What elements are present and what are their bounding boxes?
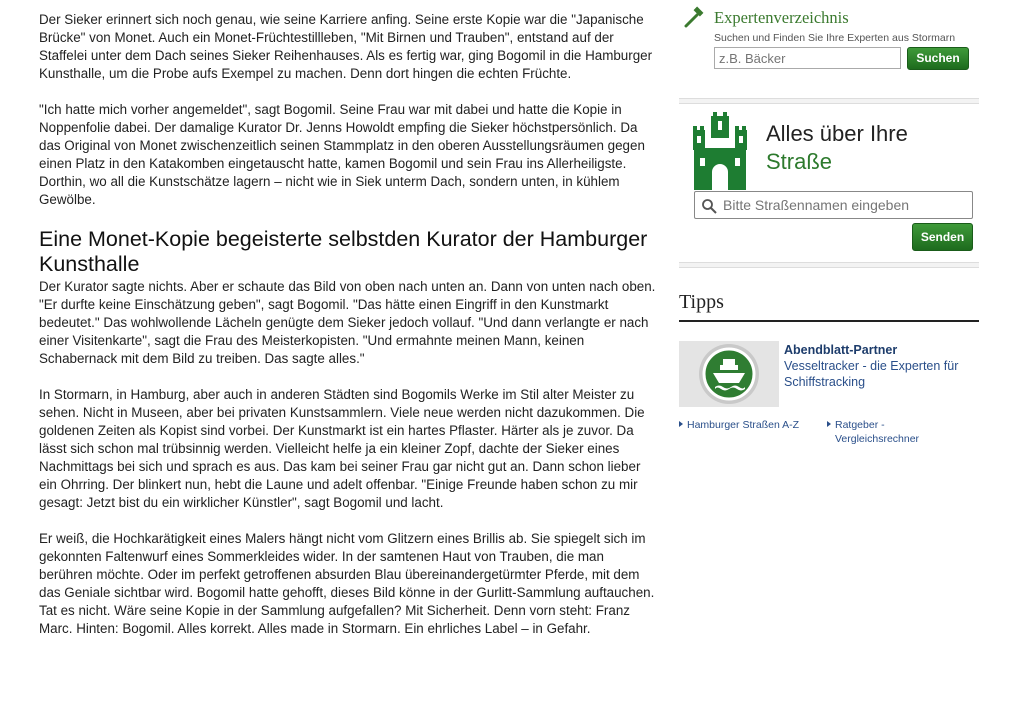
street-search-input[interactable] xyxy=(721,195,966,215)
search-icon xyxy=(701,198,717,214)
article-paragraph-5: Er weiß, die Hochkarätigkeit eines Malers hängt nicht vom Glitzern eines Brillis ab. Sie spiegelt sich im gekonnten Faltenwurf eines Sommerkleides wider. In der samtenen Haut von Trauben, die man berühren möchte. Oder im perfekt getroffenen absurden Blau übereinandergetürmter Pferde, mit dem das Geniale sichtbar wird. Bogomil hatte gehofft, dieses Bild könne in der Gurlitt-Sammlung auftauchen. Tat es nicht. Wäre seine Kopie in der Sammlung aufgefallen? Mit Sicherheit. Denn vorn steht: Franz Marc. Hinten: Bogomil. Alles korrekt. Alles made in Stormarn. Ein ehrliches Label – in Gefahr. xyxy=(39,531,655,636)
tipps-heading: Tipps xyxy=(679,290,979,322)
link-ratgeber[interactable]: Ratgeber - Vergleichsrechner xyxy=(827,418,937,446)
expert-search-input[interactable] xyxy=(714,47,901,69)
divider xyxy=(679,262,979,268)
divider xyxy=(679,98,979,104)
partner-image[interactable] xyxy=(679,341,779,407)
article-paragraph-1: Der Sieker erinnert sich noch genau, wie seine Karriere anfing. Seine erste Kopie war die "Japanische Brücke" von Monet. Auch ein Monet-Früchtestillleben, "Mit Birnen und Trauben", entstand auf der Staffelei unter dem Dach seines Sieker Reihenhauses. Als es fertig war, ging Bogomil in die Hamburger Kunsthalle, um die Probe aufs Exempel zu machen. Denn dort hingen die echten Früchte. xyxy=(39,12,653,81)
link-hamburger-strassen[interactable]: Hamburger Straßen A-Z xyxy=(679,418,819,432)
street-search-widget xyxy=(679,106,979,256)
castle-icon xyxy=(693,112,747,190)
expert-directory-subtitle: Suchen und Finden Sie Ihre Experten aus Stormarn xyxy=(714,32,956,44)
partner-link[interactable]: Vesseltracker - die Experten für Schiffstracking xyxy=(784,359,959,389)
article-subheading: Eine Monet-Kopie begeisterte selbstden Kurator der Hamburger Kunsthalle xyxy=(39,227,648,276)
hammer-icon xyxy=(683,6,705,28)
street-title-line2: Straße xyxy=(766,149,833,174)
partner-title[interactable]: Abendblatt-Partner xyxy=(784,343,898,357)
partner-teaser xyxy=(784,342,979,390)
ship-icon xyxy=(679,341,779,407)
street-send-button[interactable]: Senden xyxy=(912,223,973,251)
article-paragraph-2: "Ich hatte mich vorher angemeldet", sagt Bogomil. Seine Frau war mit dabei und hatte die Kopie in Noppenfolie dabei. Der damalige Kurator Dr. Jenns Howoldt empfing die Sieker höchstpersönlich. Da das Original von Monet zwischenzeitlich seinen Stammplatz in den oberen Ausstellungsräumen gegen einen Platz in den Katakomben eingetauscht hatte, kamen Bogomil und sein Frau ins Allerheiligste. Dorthin, wo all die Kunstschätze lagern – nicht wie in Siek unterm Dach, sondern unten, in kühlem Gewölbe. xyxy=(39,102,645,207)
sidebar xyxy=(679,0,979,445)
street-search-field[interactable] xyxy=(694,191,973,219)
article-paragraph-4: In Stormarn, in Hamburg, aber auch in anderen Städten sind Bogomils Werke im Stil alter Meister zu sehen. Nicht in Museen, aber bei privaten Kunstsammlern. Viele neue werden nicht dazukommen. Die goldenen Zeiten als Kopist sind vorbei. Der Kunstmarkt ist ein hartes Pflaster. Härter als je zuvor. Da lässt sich schon mal trübsinnig werden. Vielleicht helfe ja ein kleiner Zopf, dachte der Sieker eines Nachmittags bei sich und sprach es aus. Das kam bei seiner Frau gar nicht gut an. Dann schon lieber ein Ohrring. Der blinkert nun, hebt die Laune und adelt offenbar. "Einige Freunde haben schon zu mir gesagt: Jetzt bist du ein wirklicher Künstler", sagt Bogomil und lacht. xyxy=(39,387,645,510)
expert-search-button[interactable]: Suchen xyxy=(907,47,969,70)
street-widget-title xyxy=(766,120,908,176)
expert-directory-title[interactable]: Expertenverzeichnis xyxy=(714,8,849,27)
expert-directory-widget xyxy=(679,0,979,100)
article-body xyxy=(39,11,661,656)
article-paragraph-3: Der Kurator sagte nichts. Aber er schaute das Bild von oben nach unten an. Dann von unten nach oben. "Er durfte keine Einschätzung geben", sagt Bogomil. "Das hätte einen Eingriff in den Kunstmarkt bedeutet." Das wohlwollende Lächeln genügte dem Sieker jedoch vollauf. "Und dann verlangte er nach einer Visitenkarte", sagt die Frau des Meisterkopisten. "Und ermahnte meinen Mann, keinen Schabernack mit dem Bild zu treiben. Das sagte alles." xyxy=(39,279,656,366)
street-title-line1: Alles über Ihre xyxy=(766,121,908,146)
